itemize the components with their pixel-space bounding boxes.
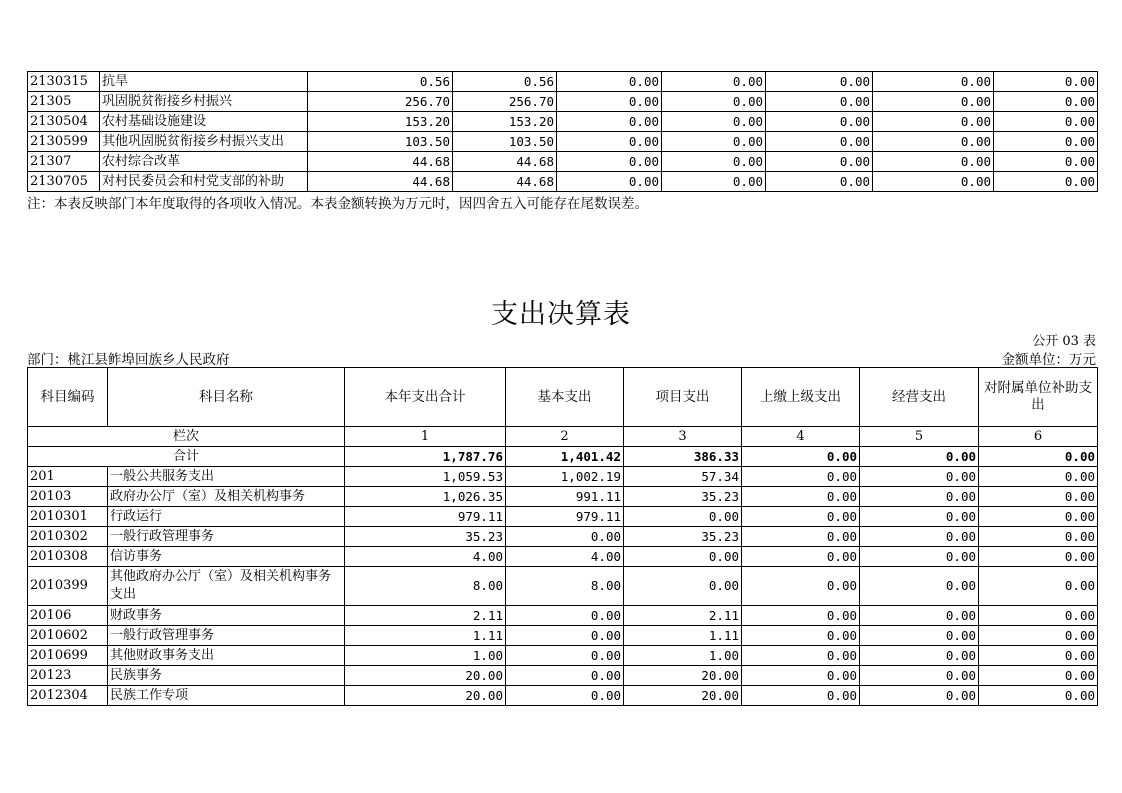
amount-cell: 0.00 xyxy=(742,567,860,606)
subject-name: 巩固脱贫衔接乡村振兴 xyxy=(100,92,308,112)
amount-cell: 8.00 xyxy=(506,567,624,606)
amount-cell: 4.00 xyxy=(345,547,506,567)
amount-cell: 0.00 xyxy=(624,547,742,567)
subject-name: 农村基础设施建设 xyxy=(100,112,308,132)
amount-cell: 0.00 xyxy=(860,686,979,706)
amount-cell: 0.56 xyxy=(453,72,557,92)
table-row xyxy=(28,527,1098,547)
amount-cell: 0.00 xyxy=(557,172,662,192)
subject-name: 对村民委员会和村党支部的补助 xyxy=(100,172,308,192)
amount-cell: 0.00 xyxy=(766,92,873,112)
amount-cell: 1.00 xyxy=(624,646,742,666)
amount-cell: 103.50 xyxy=(453,132,557,152)
column-number: 3 xyxy=(624,427,742,447)
subject-name: 一般公共服务支出 xyxy=(108,467,345,487)
amount-cell: 1,026.35 xyxy=(345,487,506,507)
amount-cell: 0.00 xyxy=(742,606,860,626)
subject-code: 20123 xyxy=(28,666,108,686)
table-header-row xyxy=(28,368,1098,427)
amount-cell: 0.00 xyxy=(860,666,979,686)
amount-cell: 0.00 xyxy=(742,547,860,567)
amount-cell: 0.00 xyxy=(506,686,624,706)
column-number: 2 xyxy=(506,427,624,447)
table-row xyxy=(28,606,1098,626)
amount-cell: 0.00 xyxy=(662,172,766,192)
header-cell: 科目编码 xyxy=(28,368,108,427)
total-value: 1,787.76 xyxy=(345,447,506,467)
amount-cell: 35.23 xyxy=(624,527,742,547)
subject-name: 农村综合改革 xyxy=(100,152,308,172)
amount-cell: 0.00 xyxy=(873,172,994,192)
amount-cell: 0.00 xyxy=(873,132,994,152)
table-row xyxy=(28,467,1098,487)
amount-cell: 0.00 xyxy=(979,567,1098,606)
amount-cell: 20.00 xyxy=(345,686,506,706)
subject-code: 2130504 xyxy=(28,112,100,132)
column-number: 6 xyxy=(979,427,1098,447)
amount-cell: 0.00 xyxy=(766,72,873,92)
total-value: 1,401.42 xyxy=(506,447,624,467)
subject-name: 其他政府办公厅（室）及相关机构事务支出 xyxy=(108,567,345,606)
amount-cell: 0.00 xyxy=(742,646,860,666)
amount-cell: 0.00 xyxy=(506,626,624,646)
amount-cell: 0.00 xyxy=(860,606,979,626)
subject-code: 2010308 xyxy=(28,547,108,567)
amount-cell: 8.00 xyxy=(345,567,506,606)
table-row xyxy=(28,92,1098,112)
total-value: 0.00 xyxy=(742,447,860,467)
amount-cell: 0.00 xyxy=(979,547,1098,567)
department-label: 部门：桃江县鲊埠回族乡人民政府 xyxy=(27,352,230,368)
amount-cell: 57.34 xyxy=(624,467,742,487)
table-row xyxy=(28,547,1098,567)
total-value: 0.00 xyxy=(979,447,1098,467)
total-value: 0.00 xyxy=(860,447,979,467)
amount-cell: 0.56 xyxy=(308,72,453,92)
amount-cell: 153.20 xyxy=(308,112,453,132)
amount-cell: 0.00 xyxy=(994,172,1098,192)
amount-cell: 991.11 xyxy=(506,487,624,507)
amount-cell: 0.00 xyxy=(742,507,860,527)
amount-cell: 2.11 xyxy=(624,606,742,626)
amount-cell: 0.00 xyxy=(766,172,873,192)
amount-cell: 153.20 xyxy=(453,112,557,132)
subject-code: 2130705 xyxy=(28,172,100,192)
amount-cell: 0.00 xyxy=(860,626,979,646)
amount-cell: 0.00 xyxy=(979,626,1098,646)
amount-cell: 0.00 xyxy=(557,72,662,92)
amount-cell: 0.00 xyxy=(979,527,1098,547)
amount-cell: 0.00 xyxy=(979,666,1098,686)
amount-cell: 0.00 xyxy=(979,646,1098,666)
income-table-body xyxy=(28,72,1098,192)
amount-cell: 0.00 xyxy=(979,507,1098,527)
subject-code: 2010699 xyxy=(28,646,108,666)
header-cell: 对附属单位补助支出 xyxy=(979,368,1098,427)
amount-cell: 35.23 xyxy=(624,487,742,507)
amount-cell: 0.00 xyxy=(860,507,979,527)
amount-cell: 0.00 xyxy=(506,646,624,666)
column-number: 1 xyxy=(345,427,506,447)
subject-name: 其他财政事务支出 xyxy=(108,646,345,666)
amount-cell: 0.00 xyxy=(979,467,1098,487)
subject-name: 信访事务 xyxy=(108,547,345,567)
table-row xyxy=(28,72,1098,92)
amount-cell: 0.00 xyxy=(860,567,979,606)
amount-cell: 0.00 xyxy=(624,567,742,606)
subject-name: 其他巩固脱贫衔接乡村振兴支出 xyxy=(100,132,308,152)
amount-cell: 0.00 xyxy=(766,152,873,172)
column-number: 5 xyxy=(860,427,979,447)
amount-cell: 20.00 xyxy=(345,666,506,686)
header-cell: 基本支出 xyxy=(506,368,624,427)
table-row xyxy=(28,626,1098,646)
subject-name: 民族工作专项 xyxy=(108,686,345,706)
column-number: 4 xyxy=(742,427,860,447)
subject-code: 2130599 xyxy=(28,132,100,152)
amount-cell: 1.11 xyxy=(345,626,506,646)
amount-cell: 1,059.53 xyxy=(345,467,506,487)
header-cell: 上缴上级支出 xyxy=(742,368,860,427)
total-value: 386.33 xyxy=(624,447,742,467)
income-table-note: 注：本表反映部门本年度取得的各项收入情况。本表金额转换为万元时，因四舍五入可能存在尾数误差。 xyxy=(27,196,648,212)
amount-cell: 0.00 xyxy=(557,92,662,112)
header-cell: 项目支出 xyxy=(624,368,742,427)
table-row xyxy=(28,646,1098,666)
amount-cell: 1,002.19 xyxy=(506,467,624,487)
subject-name: 抗旱 xyxy=(100,72,308,92)
amount-cell: 20.00 xyxy=(624,686,742,706)
amount-cell: 256.70 xyxy=(308,92,453,112)
table-row xyxy=(28,567,1098,606)
amount-cell: 0.00 xyxy=(742,666,860,686)
amount-cell: 0.00 xyxy=(860,547,979,567)
amount-cell: 2.11 xyxy=(345,606,506,626)
amount-cell: 0.00 xyxy=(994,152,1098,172)
amount-cell: 0.00 xyxy=(742,527,860,547)
amount-cell: 0.00 xyxy=(873,72,994,92)
amount-cell: 0.00 xyxy=(742,626,860,646)
amount-cell: 0.00 xyxy=(624,507,742,527)
amount-cell: 0.00 xyxy=(557,132,662,152)
amount-cell: 0.00 xyxy=(662,92,766,112)
table-row xyxy=(28,152,1098,172)
amount-cell: 0.00 xyxy=(662,72,766,92)
total-row xyxy=(28,447,1098,467)
amount-cell: 103.50 xyxy=(308,132,453,152)
amount-cell: 44.68 xyxy=(453,152,557,172)
subject-name: 一般行政管理事务 xyxy=(108,527,345,547)
total-label: 合计 xyxy=(28,447,345,467)
subject-name: 政府办公厅（室）及相关机构事务 xyxy=(108,487,345,507)
amount-cell: 0.00 xyxy=(860,527,979,547)
amount-cell: 0.00 xyxy=(506,527,624,547)
table-row xyxy=(28,487,1098,507)
table-row xyxy=(28,686,1098,706)
amount-cell: 0.00 xyxy=(506,666,624,686)
amount-unit-label: 金额单位：万元 xyxy=(1001,352,1096,368)
amount-cell: 0.00 xyxy=(662,132,766,152)
amount-cell: 0.00 xyxy=(662,112,766,132)
form-number: 公开 03 表 xyxy=(1032,334,1096,349)
amount-cell: 0.00 xyxy=(979,487,1098,507)
subject-name: 财政事务 xyxy=(108,606,345,626)
amount-cell: 1.00 xyxy=(345,646,506,666)
amount-cell: 0.00 xyxy=(557,152,662,172)
table-row xyxy=(28,132,1098,152)
subject-code: 201 xyxy=(28,467,108,487)
subject-name: 行政运行 xyxy=(108,507,345,527)
page-title: 支出决算表 xyxy=(491,299,631,330)
amount-cell: 0.00 xyxy=(557,112,662,132)
amount-cell: 979.11 xyxy=(345,507,506,527)
amount-cell: 0.00 xyxy=(979,606,1098,626)
amount-cell: 1.11 xyxy=(624,626,742,646)
table-row xyxy=(28,112,1098,132)
subject-code: 20103 xyxy=(28,487,108,507)
subject-code: 21307 xyxy=(28,152,100,172)
amount-cell: 20.00 xyxy=(624,666,742,686)
amount-cell: 0.00 xyxy=(979,686,1098,706)
amount-cell: 256.70 xyxy=(453,92,557,112)
amount-cell: 0.00 xyxy=(873,112,994,132)
amount-cell: 0.00 xyxy=(742,467,860,487)
amount-cell: 0.00 xyxy=(873,92,994,112)
subject-name: 一般行政管理事务 xyxy=(108,626,345,646)
amount-cell: 44.68 xyxy=(453,172,557,192)
expenditure-table-body xyxy=(28,368,1098,706)
amount-cell: 0.00 xyxy=(742,686,860,706)
amount-cell: 0.00 xyxy=(994,112,1098,132)
header-cell: 本年支出合计 xyxy=(345,368,506,427)
amount-cell: 0.00 xyxy=(994,92,1098,112)
amount-cell: 0.00 xyxy=(506,606,624,626)
amount-cell: 0.00 xyxy=(994,72,1098,92)
expenditure-table xyxy=(27,367,1098,706)
subject-code: 2010602 xyxy=(28,626,108,646)
amount-cell: 44.68 xyxy=(308,172,453,192)
amount-cell: 0.00 xyxy=(860,646,979,666)
amount-cell: 0.00 xyxy=(860,487,979,507)
header-cell: 经营支出 xyxy=(860,368,979,427)
subject-code: 20106 xyxy=(28,606,108,626)
amount-cell: 4.00 xyxy=(506,547,624,567)
amount-cell: 0.00 xyxy=(742,487,860,507)
column-number-label: 栏次 xyxy=(28,427,345,447)
amount-cell: 0.00 xyxy=(860,467,979,487)
subject-code: 2010399 xyxy=(28,567,108,606)
income-table-continued xyxy=(27,71,1098,192)
amount-cell: 44.68 xyxy=(308,152,453,172)
subject-name: 民族事务 xyxy=(108,666,345,686)
amount-cell: 0.00 xyxy=(873,152,994,172)
amount-cell: 0.00 xyxy=(994,132,1098,152)
amount-cell: 0.00 xyxy=(662,152,766,172)
header-cell: 科目名称 xyxy=(108,368,345,427)
table-row xyxy=(28,507,1098,527)
subject-code: 2010301 xyxy=(28,507,108,527)
amount-cell: 979.11 xyxy=(506,507,624,527)
subject-code: 2130315 xyxy=(28,72,100,92)
column-number-row xyxy=(28,427,1098,447)
amount-cell: 35.23 xyxy=(345,527,506,547)
amount-cell: 0.00 xyxy=(766,132,873,152)
subject-code: 2010302 xyxy=(28,527,108,547)
subject-code: 2012304 xyxy=(28,686,108,706)
table-row xyxy=(28,172,1098,192)
amount-cell: 0.00 xyxy=(766,112,873,132)
table-row xyxy=(28,666,1098,686)
subject-code: 21305 xyxy=(28,92,100,112)
